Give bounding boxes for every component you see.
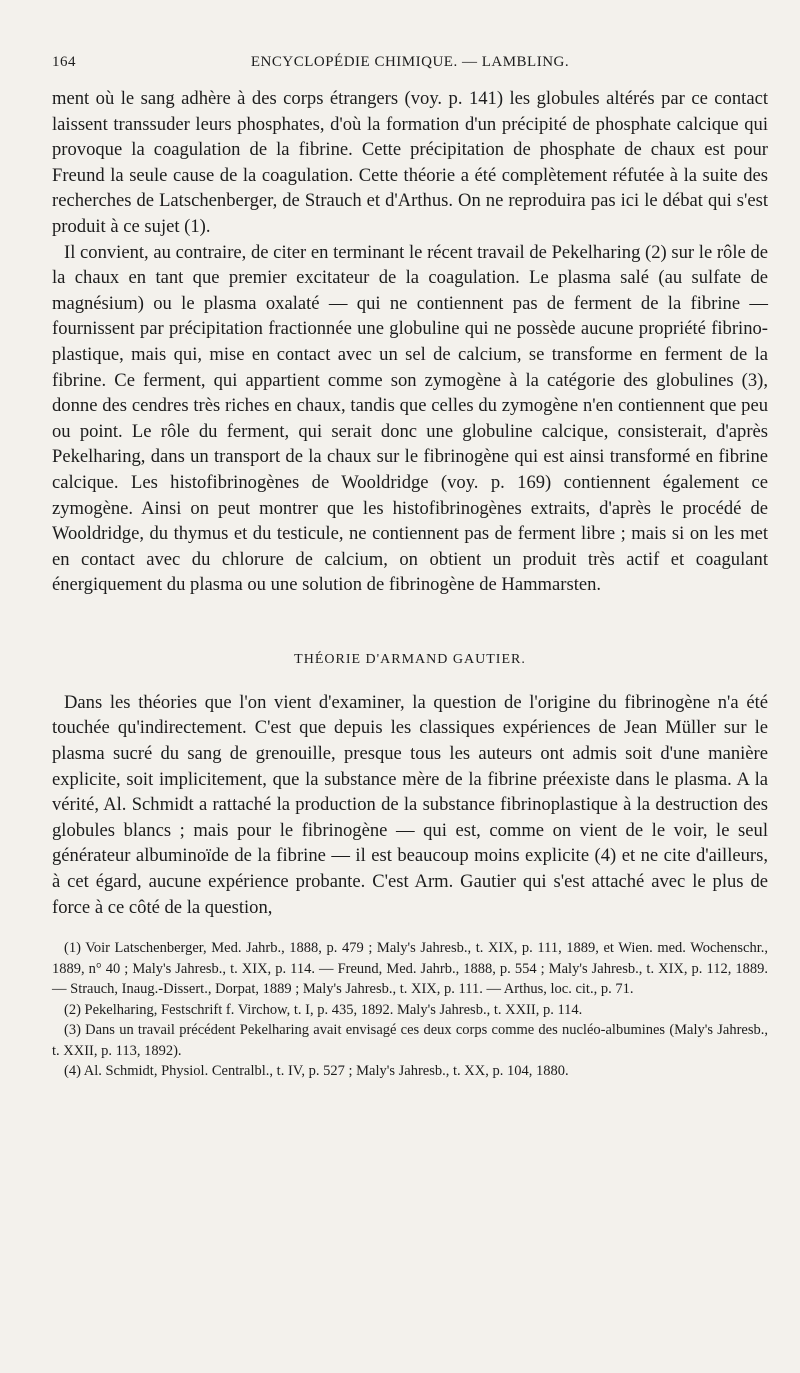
footnote-2: (2) Pekelharing, Festschrift f. Virchow, t. I, p. 435, 1892. Maly's Jahresb., t. XXII, p. 114. [64, 1001, 583, 1018]
running-title: ENCYCLOPÉDIE CHIMIQUE. — LAMBLING. [250, 54, 570, 70]
paragraph-gautier: Dans les théories que l'on vient d'examiner, la question de l'origine du fibrinogène n'a été touchée qu'indirectement. C'est que depuis les classiques expériences de Jean Müller sur le plasma sucré du sang de grenouille, presque tous les auteurs ont admis soit d'une manière explicite, soit implicitement, que la substance mère de la fibrine préexiste dans le plasma. A la vérité, Al. Schmidt a rattaché la production de la substance fibrinoplastique à la destruction des globules blancs ; mais pour le fibrinogène — qui est, comme on vient de le voir, le seul générateur albuminoïde de la fibrine — il est beaucoup moins explicite (4) et ne cite d'ailleurs, à cet égard, aucune expérience probante. C'est Arm. Gautier qui s'est attaché avec le plus de force à ce côté de la question, [52, 691, 768, 918]
footnotes [52, 938, 768, 1082]
main-text [52, 86, 768, 920]
paragraph-pekelharing: Il convient, au contraire, de citer en terminant le récent travail de Pekelharing (2) sur le rôle de la chaux en tant que premier excitateur de la coagulation. Le plasma salé (au sulfate de magnésium) ou le plasma oxalaté — qui ne contiennent pas de ferment de la fibrine — fournissent par précipitation fractionnée une globuline qui ne possède aucune propriété fibrino-plastique, mais qui, mise en contact avec un sel de calcium, se transforme en ferment de la fibrine. Ce ferment, qui appartient comme son zymogène à la catégorie des globulines (3), donne des cendres très riches en chaux, tandis que celles du zymogène n'en contiennent que peu ou point. Le rôle du ferment, qui serait donc une globuline calcique, consisterait, d'après Pekelharing, dans un transport de la chaux sur le fibrinogène qui est ainsi transformé en fibrine calcique. Les histofibrinogènes de Wooldridge (voy. p. 169) contiennent également ce zymogène. Ainsi on peut montrer que les histofibrinogènes extraits, d'après le procédé de Wooldridge, du thymus et du testicule, ne contiennent pas de ferment libre ; mais si on les met en contact avec du chlorure de calcium, on obtient un produit très actif et coagulant énergiquement du plasma ou une solution de fibrinogène de Hammarsten. [52, 241, 768, 596]
footnote-4: (4) Al. Schmidt, Physiol. Centralbl., t. IV, p. 527 ; Maly's Jahresb., t. XX, p. 104, 1880. [64, 1063, 569, 1080]
paragraph-continuation: ment où le sang adhère à des corps étrangers (voy. p. 141) les globules altérés par ce contact laissent transsuder leurs phosphates, d'où la formation d'un précipité de phosphate calcique qui provoque la coagulation de la fibrine. Cette précipitation de phosphate de chaux est pour Freund la seule cause de la coagulation. Cette théorie a été complètement réfutée à la suite des recherches de Latschenberger, de Strauch et d'Arthus. On ne reproduira pas ici le débat qui s'est produit à ce sujet (1). [52, 88, 768, 237]
footnote-1: (1) Voir Latschenberger, Med. Jahrb., 1888, p. 479 ; Maly's Jahresb., t. XIX, p. 111, 1889, et Wien. med. Wochenschr., 1889, n° 40 ; Maly's Jahresb., t. XIX, p. 114. — Freund, Med. Jahrb., 1888, p. 554 ; Maly's Jahresb., t. XIX, p. 112, 1889. — Strauch, Inaug.-Dissert., Dorpat, 1889 ; Maly's Jahresb., t. XIX, p. 111. — Arthus, loc. cit., p. 71. [52, 940, 768, 998]
running-header [52, 46, 768, 86]
page-number: 164 [52, 54, 76, 70]
section-heading: THÉORIE D'ARMAND GAUTIER. [294, 651, 526, 667]
footnote-3: (3) Dans un travail précédent Pekelharing avait envisagé ces deux corps comme des nucléo-albumines (Maly's Jahresb., t. XXII, p. 113, 1892). [52, 1022, 768, 1059]
